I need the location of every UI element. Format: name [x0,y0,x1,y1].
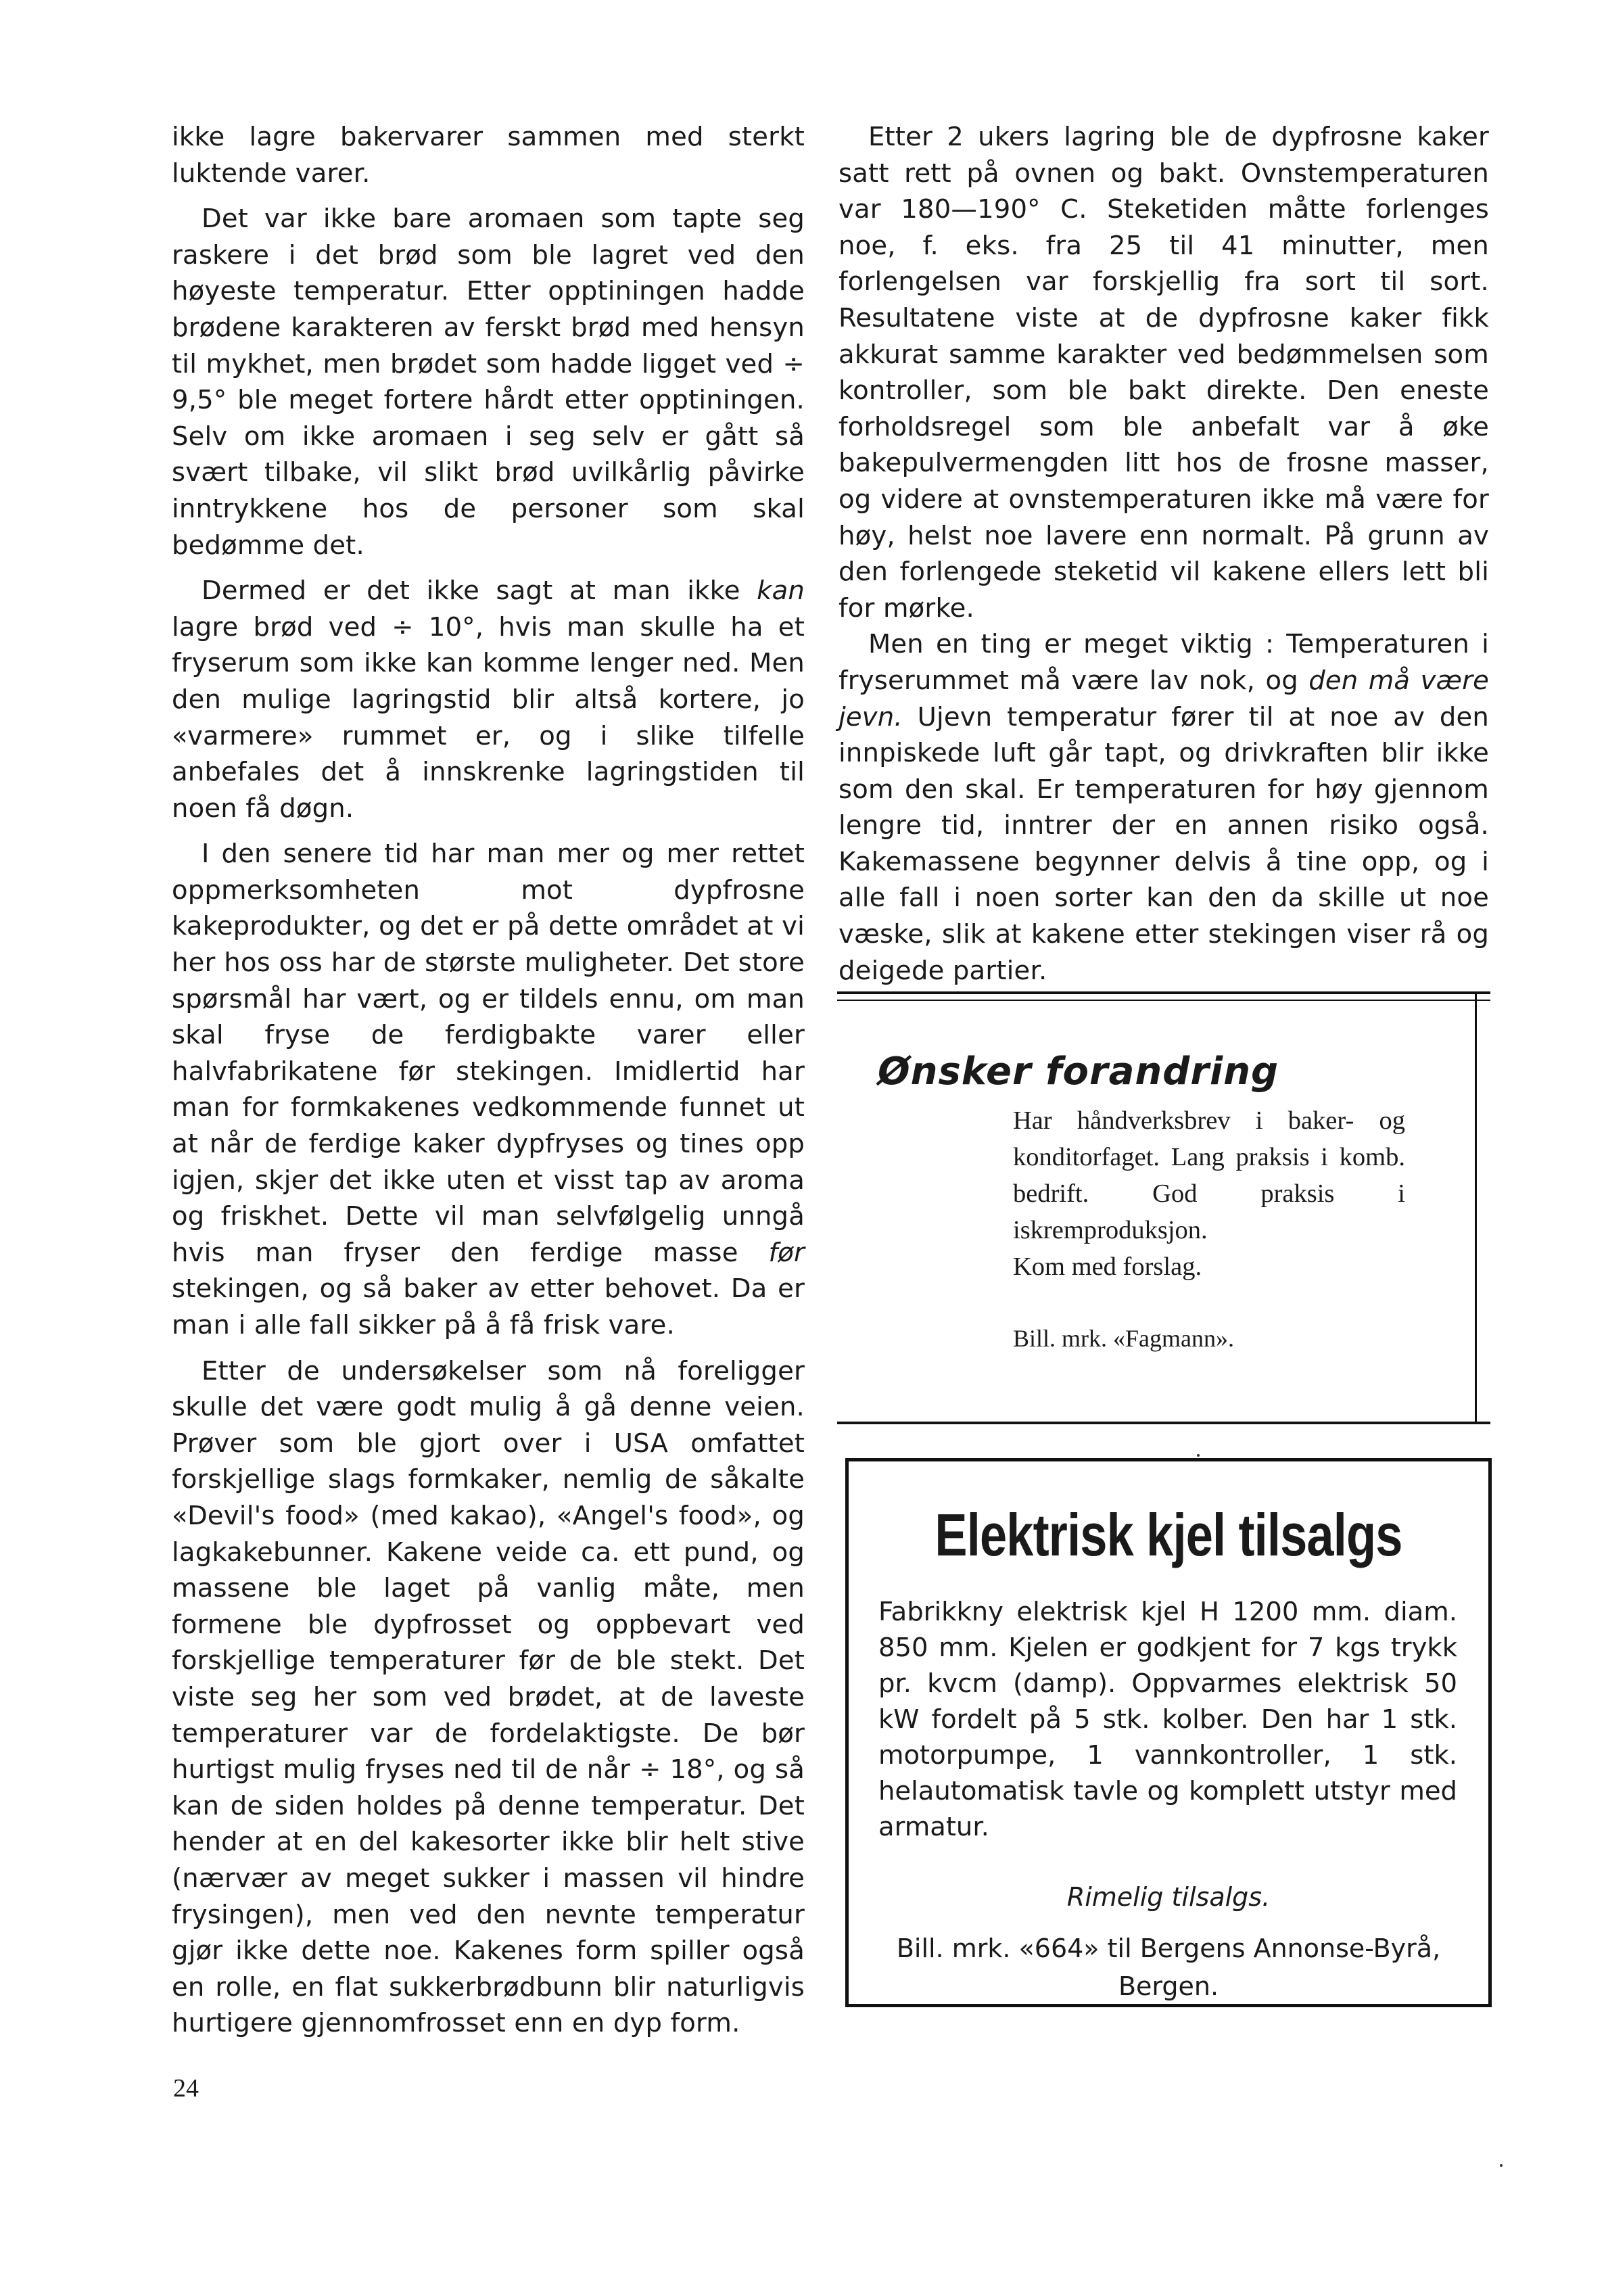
paragraph: Men en ting er meget viktig : Temperaturen i fryserummet må være lav nok, og den må være jevn. Ujevn temperatur fører til at noe av den innpiskede luft går tapt, og drivkraften blir ikke som den skal. Er temperaturen for høy gjennom lengre tid, inntrer der en annen risiko også. Kakemassene begynner delvis å tine opp, og i alle fall i noen sorter kan den da skille ut noe væske, slik at kakene etter stekingen viser rå og deigede partier. [839,629,1489,986]
emphasis: før [768,1237,805,1268]
right-column [839,119,1489,989]
paragraph: Dermed er det ikke sagt at man ikke kan lagre brød ved ÷ 10°, hvis man skulle ha et fryserum som ikke kan komme lenger ned. Men den mulige lagringstid blir altså kortere, jo «varmere» rummet er, og i slike tilfelle anbefales det å innskrenke lagringstiden til noen få døgn. [172,576,805,824]
paragraph: ikke lagre bakervarer sammen med sterkt luktende varer. [172,122,805,189]
rule-line [1475,994,1477,1422]
ad-body: Fabrikkny elektrisk kjel H 1200 mm. diam. 850 mm. Kjelen er godkjent for 7 kgs trykk pr. kvcm (damp). Oppvarmes elektrisk 50 kW fordelt på 5 stk. kolber. Den har 1 stk. motorpumpe, 1 vannkontroller, 1 stk. helautomatisk tavle og komplett utstyr med armatur. [878,1597,1457,1842]
emphasis: den må være jevn. [839,665,1489,732]
emphasis: kan [757,576,805,607]
paragraph: I den senere tid har man mer og mer rettet oppmerksomheten mot dypfrosne kakeprodukter, og det er på dette området at vi her hos oss har de største muligheter. Det store spørsmål har vært, og er tildels ennu, om man skal fryse de ferdigbakte varer eller halvfabrikatene før stekingen. Imidlertid har man for formkakenes vedkommende funnet ut at når de ferdige kaker dypfryses og tines opp igjen, skjer det ikke uten et visst tap av aroma og friskhet. Dette vil man selvfølgelig unngå hvis man fryser den ferdige masse før stekingen, og så baker av etter behovet. Da er man i alle fall sikker på å få frisk vare. [172,839,805,1340]
paragraph: Etter 2 ukers lagring ble de dypfrosne kaker satt rett på ovnen og bakt. Ovnstemperaturen var 180—190° C. Steketiden måtte forlenges noe, f. eks. fra 25 til 41 minutter, men forlengelsen var forskjellig fra sort til sort. Resultatene viste at de dypfrosne kaker fikk akkurat samme karakter ved bedømmelsen som kontroller, som ble bakt direkte. Den eneste forholdsregel som ble anbefalt var å øke bakepulvermengden litt hos de frosne masser, og videre at ovnstemperaturen ikke må være for høy, helst noe lavere enn normalt. På grunn av den forlengede steketid vil kakene ellers lett bli for mørke. [839,122,1489,624]
ad-contact: Bill. mrk. «664» til Bergens Annonse-Byrå, Bergen. [896,1934,1441,2001]
paragraph: Det var ikke bare aromaen som tapte seg raskere i det brød som ble lagret ved den høyeste temperatur. Etter opptiningen hadde brødene karakteren av ferskt brød med hensyn til mykhet, men brødet som hadde ligget ved ÷ 9,5° ble meget fortere hårdt etter opptiningen. Selv om ikke aromaen i seg selv er gått så svært tilbake, vil slikt brød uvilkårlig påvirke inntrykkene hos de personer som skal bedømme det. [172,204,805,561]
classified-ad-onsker-forandring [837,991,1490,1424]
ad-heading: Ønsker forandring [878,1050,1279,1094]
print-speck [1500,2164,1503,2167]
ad-price-note: Rimelig tilsalgs. [1066,1882,1271,1912]
rule-line [837,1000,1490,1001]
ad-signature: Bill. mrk. «Fagmann». [1013,1325,1234,1352]
ad-body: Har håndverksbrev i baker- og konditorfaget. Lang praksis i komb. bedrift. God praksis i iskremproduksjon. Kom med forslag. [1013,1106,1405,1281]
classified-ad-elektrisk-kjel [845,1458,1492,2007]
paragraph: Etter de undersøkelser som nå foreligger skulle det være godt mulig å gå denne veien. Prøver som ble gjort over i USA omfattet forskjellige slags formkaker, nemlig de såkalte «Devil's food» (med kakao), «Angel's food», og lagkakebunner. Kakene veide ca. ett pund, og massene ble laget på vanlig måte, men formene ble dypfrosset og oppbevart ved forskjellige temperaturer før de ble stekt. Det viste seg her som ved brødet, at de laveste temperaturer var de fordelaktigste. De bør hurtigst mulig fryses ned til de når ÷ 18°, og så kan de siden holdes på denne temperatur. Det hender at en del kakesorter ikke blir helt stive (nærvær av meget sukker i massen vil hindre frysingen), men ved den nevnte temperatur gjør ikke dette noe. Kakenes form spiller også en rolle, en flat sukkerbrødbunn blir naturligvis hurtigere gjennomfrosset enn en dyp form. [172,1355,805,2039]
ad-heading: Elektrisk kjel tilsalgs [935,1501,1402,1568]
page-number: 24 [173,2074,199,2103]
print-speck [1197,1454,1200,1457]
left-column [172,119,805,2042]
